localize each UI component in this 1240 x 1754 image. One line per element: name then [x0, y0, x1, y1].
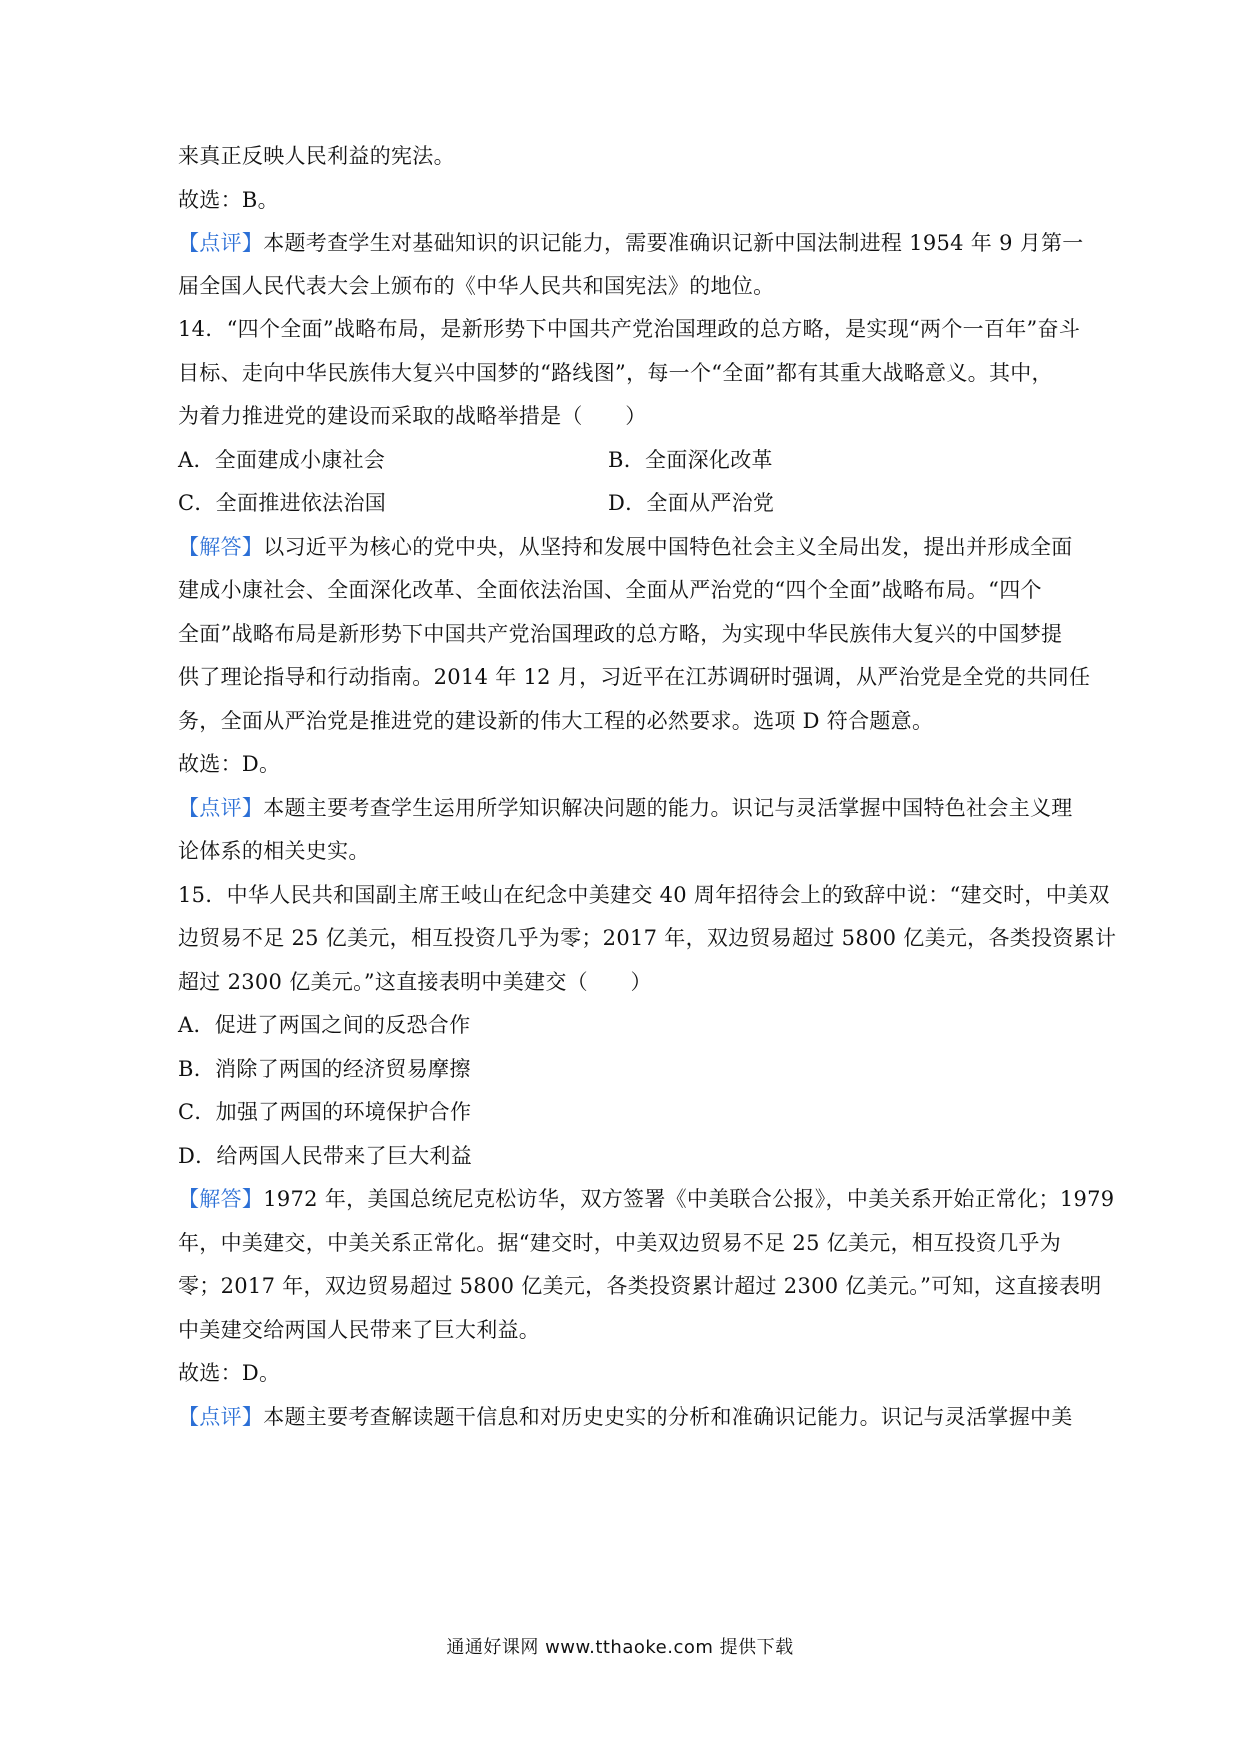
text-line: 务，全面从严治党是推进党的建设新的伟大工程的必然要求。选项 D 符合题意。: [178, 709, 934, 733]
option-c: C．全面推进依法治国: [178, 491, 387, 515]
text-line: 年，中美建交，中美关系正常化。据“建交时，中美双边贸易不足 25 亿美元，相互投资几乎为: [178, 1231, 1062, 1255]
solution-line: [178, 1186, 1115, 1212]
text-line: 届全国人民代表大会上颁布的《中华人民共和国宪法》的地位。: [178, 274, 775, 298]
option-a: A．全面建成小康社会: [178, 448, 386, 472]
option-d: D．全面从严治党: [608, 491, 775, 515]
text-line: 全面”战略布局是新形势下中国共产党治国理政的总方略，为实现中华民族伟大复兴的中国梦提: [178, 622, 1063, 646]
comment-line: [178, 1404, 1098, 1430]
question-15-line: 边贸易不足 25 亿美元，相互投资几乎为零；2017 年，双边贸易超过 5800 亿美元，各类投资累计: [178, 926, 1117, 950]
text-line: 论体系的相关史实。: [178, 839, 370, 863]
option-b: B．全面深化改革: [608, 448, 773, 472]
option-d: D．给两国人民带来了巨大利益: [178, 1144, 473, 1168]
solution-text: 1972 年，美国总统尼克松访华，双方签署《中美联合公报》，中美关系开始正常化；1979: [263, 1187, 1115, 1211]
option-b: B．消除了两国的经济贸易摩擦: [178, 1057, 471, 1081]
text-line: 建成小康社会、全面深化改革、全面依法治国、全面从严治党的“四个全面”战略布局。“四个: [178, 578, 1042, 602]
comment-line: [178, 230, 1098, 256]
question-14-line: 14．“四个全面”战略布局，是新形势下中国共产党治国理政的总方略，是实现“两个一百年”奋斗: [178, 317, 1081, 341]
solution-line: [178, 534, 1098, 560]
solution-text: 以习近平为核心的党中央，从坚持和发展中国特色社会主义全局出发，提出并形成全面: [263, 535, 1073, 559]
question-15-line: 15．中华人民共和国副主席王岐山在纪念中美建交 40 周年招待会上的致辞中说：“建交时，中美双: [178, 883, 1110, 907]
answer-line: 故选：D。: [178, 752, 281, 776]
text-line: 中美建交给两国人民带来了巨大利益。: [178, 1318, 541, 1342]
text-line: 零；2017 年，双边贸易超过 5800 亿美元，各类投资累计超过 2300 亿美元。”可知，这直接表明: [178, 1274, 1102, 1298]
comment-text: 本题主要考查解读题干信息和对历史史实的分析和准确识记能力。识记与灵活掌握中美: [263, 1405, 1073, 1429]
text-line: 来真正反映人民利益的宪法。: [178, 144, 455, 168]
question-14-line: 为着力推进党的建设而采取的战略举措是（ ）: [178, 404, 647, 428]
comment-tag: 【点评】: [178, 1405, 264, 1429]
answer-line: 故选：D。: [178, 1361, 281, 1385]
comment-text: 本题主要考查学生运用所学知识解决问题的能力。识记与灵活掌握中国特色社会主义理: [263, 796, 1073, 820]
question-15-line: 超过 2300 亿美元。”这直接表明中美建交（ ）: [178, 970, 652, 994]
comment-tag: 【点评】: [178, 796, 264, 820]
solution-tag: 【解答】: [178, 1187, 264, 1211]
comment-text: 本题考查学生对基础知识的识记能力，需要准确识记新中国法制进程 1954 年 9 月第一: [263, 231, 1084, 255]
answer-line: 故选：B。: [178, 188, 279, 212]
page-footer: 通通好课网 www.tthaoke.com 提供下载: [446, 1637, 794, 1658]
comment-line: [178, 795, 1098, 821]
comment-tag: 【点评】: [178, 231, 264, 255]
question-14-line: 目标、走向中华民族伟大复兴中国梦的“路线图”，每一个“全面”都有其重大战略意义。其中，: [178, 361, 1053, 385]
solution-tag: 【解答】: [178, 535, 264, 559]
text-line: 供了理论指导和行动指南。2014 年 12 月，习近平在江苏调研时强调，从严治党是全党的共同任: [178, 665, 1091, 689]
option-c: C．加强了两国的环境保护合作: [178, 1100, 472, 1124]
option-a: A．促进了两国之间的反恐合作: [178, 1013, 471, 1037]
